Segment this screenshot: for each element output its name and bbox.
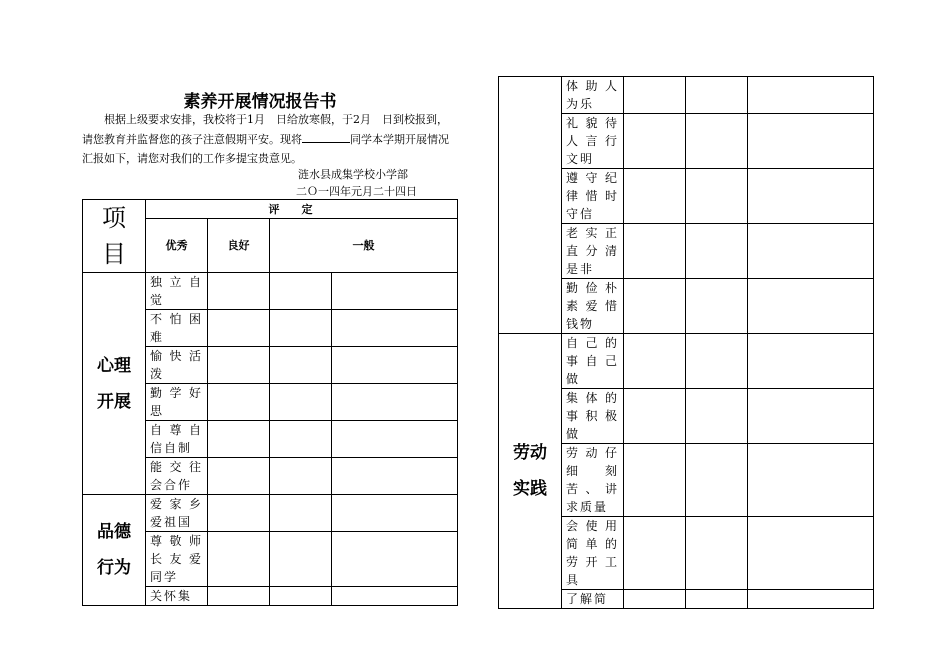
rating-cell — [686, 517, 748, 590]
rating-cell — [748, 279, 874, 334]
good-header: 良好 — [208, 218, 270, 273]
rating-cell — [686, 389, 748, 444]
rating-cell — [748, 517, 874, 590]
rating-cell — [208, 273, 270, 310]
rating-cell — [686, 169, 748, 224]
category-label: 开展 — [97, 391, 131, 412]
rating-cell — [270, 310, 332, 347]
category-cell — [499, 77, 562, 334]
category-cell — [499, 334, 562, 609]
intro-paragraph — [82, 110, 454, 169]
report-date: 二Ｏ一四年元月二十四日 — [296, 185, 417, 198]
rating-cell — [208, 384, 270, 421]
evaluation-item: 不怕困难 — [146, 310, 208, 347]
category-cell — [83, 495, 146, 606]
rating-cell — [748, 389, 874, 444]
right-evaluation-table — [498, 76, 874, 609]
rating-cell — [624, 224, 686, 279]
category-label: 心理 — [97, 355, 131, 376]
rating-cell — [208, 347, 270, 384]
rating-cell — [208, 421, 270, 458]
rating-cell — [686, 334, 748, 389]
rating-cell — [208, 532, 270, 587]
excellent-header: 优秀 — [146, 218, 208, 273]
evaluation-item: 自己的事自己做 — [562, 334, 624, 389]
evaluation-item: 自尊自信自制 — [146, 421, 208, 458]
category-label: 品德 — [97, 522, 131, 542]
rating-cell — [624, 334, 686, 389]
rating-cell — [270, 384, 332, 421]
category-label: 实践 — [513, 479, 547, 499]
rating-cell — [624, 169, 686, 224]
student-name-blank — [302, 131, 350, 143]
average-header: 一般 — [270, 218, 458, 273]
evaluation-item: 集体的事积极做 — [562, 389, 624, 444]
document-title: 素养开展情况报告书 — [183, 92, 337, 112]
rating-cell — [208, 587, 270, 606]
evaluation-item: 会使用简单的劳开工具 — [562, 517, 624, 590]
signature-block — [298, 166, 417, 200]
rating-cell — [332, 421, 458, 458]
evaluation-header: 评定 — [146, 200, 458, 219]
rating-cell — [624, 114, 686, 169]
intro-text-part1: 根据上级要求安排，我校将于1月 日给放寒假，于2月 日到校报到，请您教育并监督您的孩子注意假期平安。现将 — [82, 113, 448, 146]
evaluation-item: 爱家乡爱祖国 — [146, 495, 208, 532]
rating-cell — [748, 169, 874, 224]
item-header-line1: 项 — [102, 204, 126, 232]
category-label: 行为 — [97, 558, 131, 578]
evaluation-item: 勤学好思 — [146, 384, 208, 421]
evaluation-item: 勤俭朴素爱惜钱物 — [562, 279, 624, 334]
rating-cell — [270, 532, 332, 587]
table-row — [499, 77, 874, 114]
table-row — [83, 495, 458, 532]
rating-cell — [332, 587, 458, 606]
evaluation-item: 体助人为乐 — [562, 77, 624, 114]
rating-cell — [270, 458, 332, 495]
rating-cell — [686, 224, 748, 279]
rating-cell — [624, 77, 686, 114]
rating-cell — [686, 279, 748, 334]
evaluation-item: 遵守纪律惜时守信 — [562, 169, 624, 224]
rating-cell — [624, 444, 686, 517]
intro-text-part2: 同学本学期开展情况汇报如下，请您对我们的工作多提宝贵意见。 — [82, 132, 449, 165]
evaluation-item: 老实正直分清是非 — [562, 224, 624, 279]
rating-cell — [748, 77, 874, 114]
rating-cell — [624, 389, 686, 444]
rating-cell — [686, 114, 748, 169]
rating-cell — [748, 224, 874, 279]
category-label: 劳动 — [513, 443, 547, 463]
rating-cell — [270, 495, 332, 532]
rating-cell — [624, 279, 686, 334]
rating-cell — [332, 384, 458, 421]
rating-cell — [332, 310, 458, 347]
rating-cell — [686, 77, 748, 114]
evaluation-item: 关怀集 — [146, 587, 208, 606]
rating-cell — [748, 590, 874, 609]
evaluation-item: 礼貌待人言行文明 — [562, 114, 624, 169]
evaluation-item: 尊敬师长友爱同学 — [146, 532, 208, 587]
table-row — [499, 334, 874, 389]
evaluation-item: 劳动仔细刻苦、讲求质量 — [562, 444, 624, 517]
school-name: 涟水县成集学校小学部 — [298, 168, 408, 181]
rating-cell — [270, 273, 332, 310]
table-row — [83, 273, 458, 310]
rating-cell — [624, 517, 686, 590]
rating-cell — [332, 347, 458, 384]
rating-cell — [270, 587, 332, 606]
rating-cell — [270, 421, 332, 458]
category-cell — [83, 273, 146, 495]
evaluation-item: 愉快活泼 — [146, 347, 208, 384]
item-header-line2: 目 — [102, 240, 126, 268]
rating-cell — [270, 347, 332, 384]
rating-cell — [332, 458, 458, 495]
evaluation-item: 了解简 — [562, 590, 624, 609]
item-column-header — [83, 200, 146, 273]
rating-cell — [332, 532, 458, 587]
rating-cell — [748, 334, 874, 389]
rating-cell — [208, 495, 270, 532]
rating-cell — [748, 114, 874, 169]
left-evaluation-table — [82, 199, 458, 606]
evaluation-item: 独立自觉 — [146, 273, 208, 310]
rating-cell — [332, 273, 458, 310]
rating-cell — [686, 590, 748, 609]
rating-cell — [748, 444, 874, 517]
rating-cell — [686, 444, 748, 517]
evaluation-item: 能交往会合作 — [146, 458, 208, 495]
rating-cell — [208, 458, 270, 495]
rating-cell — [208, 310, 270, 347]
rating-cell — [332, 495, 458, 532]
rating-cell — [624, 590, 686, 609]
